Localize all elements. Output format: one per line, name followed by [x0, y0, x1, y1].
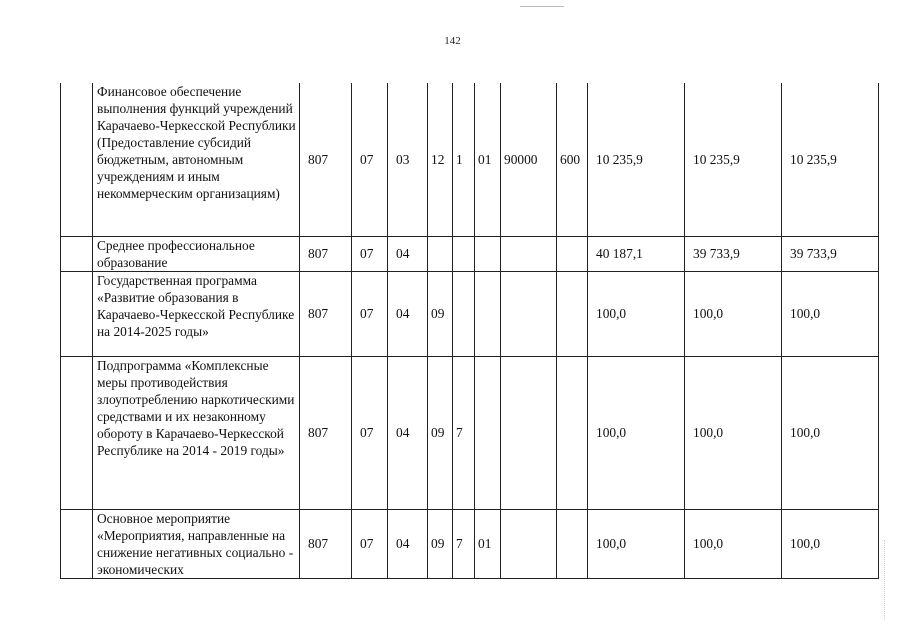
- row-margin-cell: [61, 356, 93, 509]
- table-row: [61, 509, 879, 578]
- section-code: 07: [352, 83, 388, 236]
- sum-year-2: 100,0: [685, 356, 782, 509]
- expense-type-code: [557, 356, 588, 509]
- ministry-code: 807: [300, 236, 352, 271]
- event-code: [475, 236, 501, 271]
- row-margin-cell: [61, 83, 93, 236]
- ministry-code: 807: [300, 356, 352, 509]
- direction-code: 90000: [501, 83, 557, 236]
- row-name: Финансовое обеспечение выполнения функций учреждений Карачаево-Черкесской Республики (Предоставление субсидий бюджетным, автономным учреждениям и иным некоммерческим организациям): [93, 83, 300, 236]
- direction-code: [501, 271, 557, 356]
- table-row: [61, 271, 879, 356]
- event-code: [475, 356, 501, 509]
- section-code: 07: [352, 509, 388, 578]
- ministry-code: 807: [300, 509, 352, 578]
- event-code: 01: [475, 509, 501, 578]
- subsection-code: 04: [388, 356, 428, 509]
- direction-code: [501, 509, 557, 578]
- expense-type-code: 600: [557, 83, 588, 236]
- expense-type-code: [557, 271, 588, 356]
- sum-year-2: 100,0: [685, 271, 782, 356]
- sum-year-2: 100,0: [685, 509, 782, 578]
- event-code: [475, 271, 501, 356]
- subprogram-code: 1: [453, 83, 475, 236]
- subprogram-code: 7: [453, 509, 475, 578]
- section-code: 07: [352, 271, 388, 356]
- row-margin-cell: [61, 236, 93, 271]
- subsection-code: 04: [388, 236, 428, 271]
- table-row: [61, 236, 879, 271]
- row-name: Среднее профессиональное образование: [93, 236, 300, 271]
- direction-code: [501, 356, 557, 509]
- expense-type-code: [557, 236, 588, 271]
- sum-year-2: 39 733,9: [685, 236, 782, 271]
- sum-year-1: 100,0: [588, 271, 685, 356]
- ministry-code: 807: [300, 83, 352, 236]
- sum-year-1: 40 187,1: [588, 236, 685, 271]
- program-code: 12: [428, 83, 453, 236]
- section-code: 07: [352, 356, 388, 509]
- row-name: Подпрограмма «Комплексные меры противодействия злоупотреблению наркотическими средствами и их незаконному обороту в Карачаево-Черкесской Республике на 2014 - 2019 годы»: [93, 356, 300, 509]
- expense-type-code: [557, 509, 588, 578]
- subsection-code: 04: [388, 509, 428, 578]
- table-row: [61, 356, 879, 509]
- program-code: [428, 236, 453, 271]
- subprogram-code: 7: [453, 356, 475, 509]
- page-number: 142: [444, 35, 461, 47]
- subsection-code: 03: [388, 83, 428, 236]
- row-name: Государственная программа «Развитие образования в Карачаево-Черкесской Республике на 2014-2025 годы»: [93, 271, 300, 356]
- subsection-code: 04: [388, 271, 428, 356]
- program-code: 09: [428, 356, 453, 509]
- subprogram-code: [453, 271, 475, 356]
- sum-year-1: 100,0: [588, 356, 685, 509]
- sum-year-3: 10 235,9: [782, 83, 879, 236]
- table-row: [61, 83, 879, 236]
- budget-table: [60, 83, 879, 579]
- sum-year-1: 10 235,9: [588, 83, 685, 236]
- table-body: [61, 83, 879, 578]
- sum-year-2: 10 235,9: [685, 83, 782, 236]
- row-margin-cell: [61, 509, 93, 578]
- program-code: 09: [428, 509, 453, 578]
- sum-year-3: 39 733,9: [782, 236, 879, 271]
- subprogram-code: [453, 236, 475, 271]
- event-code: 01: [475, 83, 501, 236]
- row-name: Основное мероприятие «Мероприятия, направленные на снижение негативных социально - экономических: [93, 509, 300, 578]
- sum-year-3: 100,0: [782, 271, 879, 356]
- direction-code: [501, 236, 557, 271]
- sum-year-3: 100,0: [782, 356, 879, 509]
- program-code: 09: [428, 271, 453, 356]
- scan-margin-dots: [884, 540, 887, 620]
- row-margin-cell: [61, 271, 93, 356]
- sum-year-3: 100,0: [782, 509, 879, 578]
- ministry-code: 807: [300, 271, 352, 356]
- scan-mark: [520, 6, 564, 7]
- sum-year-1: 100,0: [588, 509, 685, 578]
- section-code: 07: [352, 236, 388, 271]
